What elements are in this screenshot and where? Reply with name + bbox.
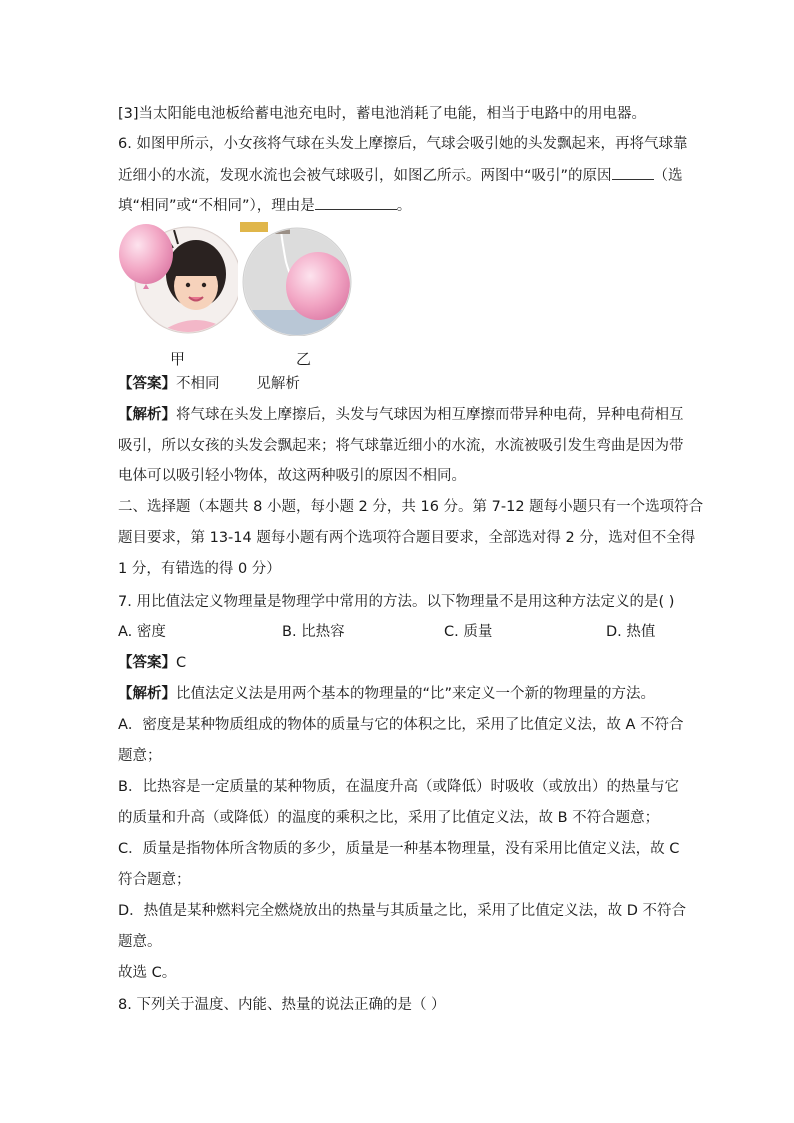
answer-blank-1[interactable] xyxy=(612,164,654,180)
explanation-c-line-1: C．质量是指物体所含物质的多少，质量是一种基本物理量，没有采用比值定义法，故 C xyxy=(118,841,680,857)
explanation-b-line-1: B．比热容是一定质量的某种物质，在温度升高（或降低）时吸收（或放出）的热量与它 xyxy=(118,779,679,795)
figure-caption-jia: 甲 xyxy=(170,350,186,368)
option-d: D. 热值 xyxy=(606,624,656,640)
section-2-line-3: 1 分，有错选的得 0 分） xyxy=(118,561,281,577)
explanation-a-line-1: A．密度是某种物质组成的物体的质量与它的体积之比，采用了比值定义法，故 A 不符合 xyxy=(118,717,684,733)
final-choice: 故选 C。 xyxy=(118,965,177,981)
section-2-line-1: 二、选择题（本题共 8 小题，每小题 2 分，共 16 分。第 7-12 题每小题只有一个选项符合 xyxy=(118,499,704,515)
explanation-c-line-2: 符合题意； xyxy=(118,872,191,888)
option-a: A. 密度 xyxy=(118,624,166,640)
section-2-line-2: 题目要求，第 13-14 题每小题有两个选项符合题目要求，全部选对得 2 分，选对但不全得 xyxy=(118,530,696,546)
figure-girl-balloon xyxy=(118,222,238,334)
explanation-6-line-3: 电体可以吸引轻小物体，故这两种吸引的原因不相同。 xyxy=(118,468,466,484)
question-6-line-3: 填“相同”或“不相同”），理由是 。 xyxy=(118,194,411,216)
answer-6: 【答案】不相同 见解析 xyxy=(118,376,300,392)
explanation-b-line-2: 的质量和升高（或降低）的温度的乘积之比，采用了比值定义法，故 B 不符合题意； xyxy=(118,810,660,826)
question-6-line-1: 6. 如图甲所示，小女孩将气球在头发上摩擦后，气球会吸引她的头发飘起来，再将气球靠 xyxy=(118,136,688,152)
explanation-d-line-1: D．热值是某种燃料完全燃烧放出的热量与其质量之比，采用了比值定义法，故 D 不符合 xyxy=(118,903,687,919)
answer-line-3: [3]当太阳能电池板给蓄电池充电时，蓄电池消耗了电能，相当于电路中的用电器。 xyxy=(118,106,647,122)
figure-water-balloon xyxy=(240,222,354,336)
answer-7: 【答案】C xyxy=(118,655,187,671)
question-8: 8. 下列关于温度、内能、热量的说法正确的是（ ） xyxy=(118,997,446,1013)
explanation-6-line-1: 【解析】将气球在头发上摩擦后，头发与气球因为相互摩擦而带异种电荷，异种电荷相互 xyxy=(118,407,684,423)
option-b: B. 比热容 xyxy=(282,624,345,640)
explanation-7: 【解析】比值法定义法是用两个基本的物理量的“比”来定义一个新的物理量的方法。 xyxy=(118,686,656,702)
question-6-line-2: 近细小的水流，发现水流也会被气球吸引，如图乙所示。两图中“吸引”的原因 （选 xyxy=(118,164,683,186)
explanation-a-line-2: 题意； xyxy=(118,748,162,764)
option-c: C. 质量 xyxy=(444,624,493,640)
answer-blank-2[interactable] xyxy=(315,194,397,210)
explanation-6-line-2: 吸引，所以女孩的头发会飘起来；将气球靠近细小的水流，水流被吸引发生弯曲是因为带 xyxy=(118,438,684,454)
question-7: 7. 用比值法定义物理量是物理学中常用的方法。以下物理量不是用这种方法定义的是( ) xyxy=(118,594,675,610)
figure-caption-yi: 乙 xyxy=(296,350,312,368)
explanation-d-line-2: 题意。 xyxy=(118,934,162,950)
